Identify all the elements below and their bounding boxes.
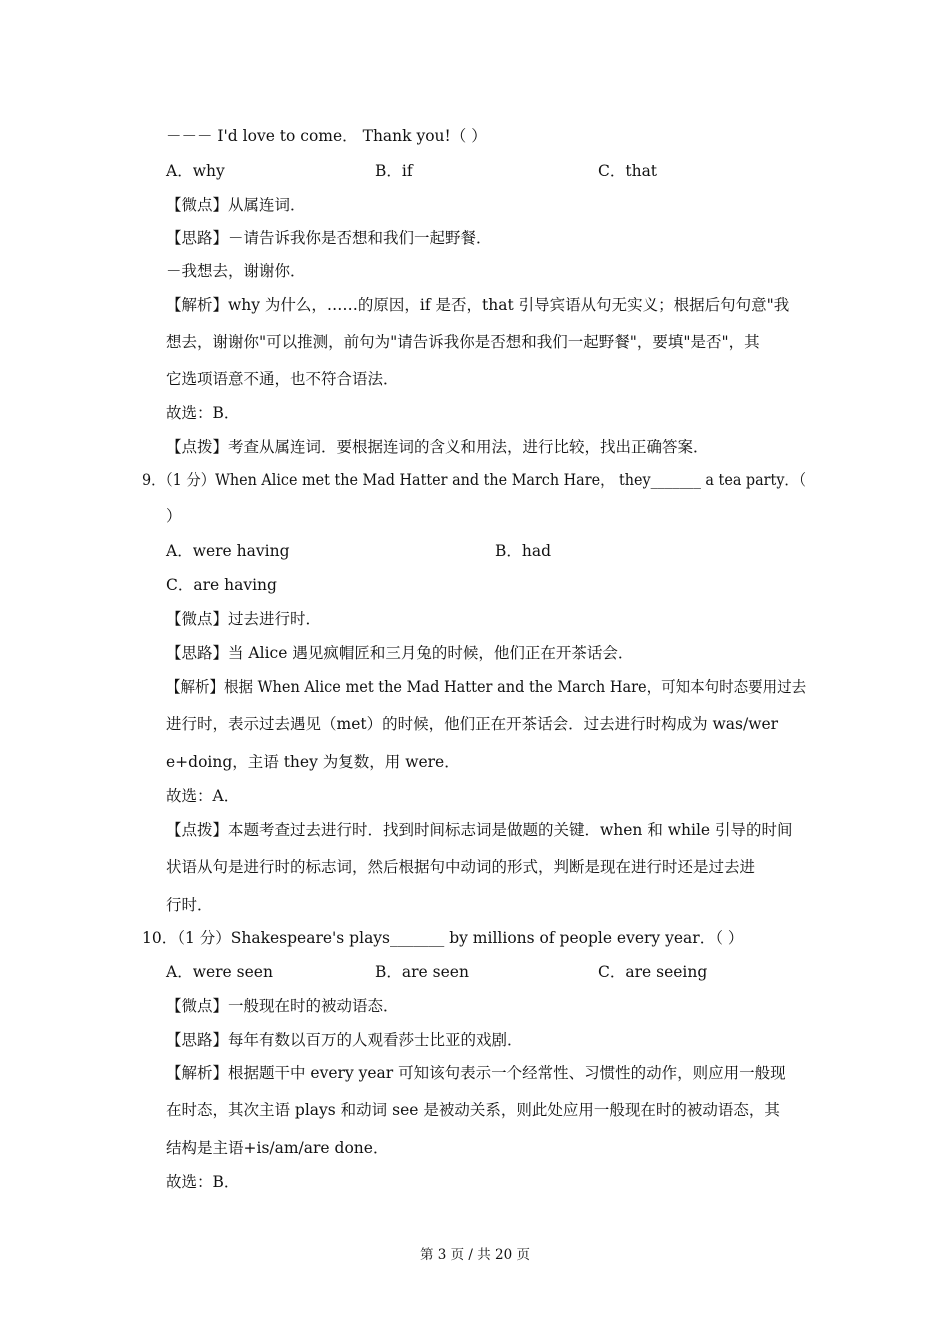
- q9-dianbo-line1: 【点拨】本题考查过去进行时．找到时间标志词是做题的关键．when 和 while 引导的时间: [166, 821, 793, 839]
- q9-option-b: B．had: [495, 542, 552, 560]
- q8-silu: 【思路】－请告诉我你是否想和我们一起野餐．: [166, 229, 492, 247]
- q9-dianbo-line2: 状语从句是进行时的标志词，然后根据句中动词的形式，判断是现在进行时还是过去进: [166, 858, 756, 876]
- q10-option-b: B．are seen: [375, 963, 469, 981]
- q10-jiexi-line3: 结构是主语+is/am/are done．: [166, 1139, 389, 1157]
- q8-option-c: C．that: [598, 162, 658, 180]
- q10-option-a: A．were seen: [166, 963, 273, 981]
- q8-dianbo: 【点拨】考查从属连词．要根据连词的含义和用法，进行比较，找出正确答案．: [166, 438, 709, 456]
- q9-dianbo-line3: 行时．: [166, 896, 213, 914]
- q10-option-c: C．are seeing: [598, 963, 708, 981]
- q8-weidian: 【微点】从属连词．: [166, 196, 306, 214]
- page-number-footer: 第 3 页 / 共 20 页: [419, 1247, 531, 1263]
- q10-weidian: 【微点】一般现在时的被动语态．: [166, 997, 399, 1015]
- q10-jiexi-line1: 【解析】根据题干中 every year 可知该句表示一个经常性、习惯性的动作，则应用一般现: [166, 1064, 786, 1082]
- q9-jiexi-line2: 进行时，表示过去遇见（met）的时候，他们正在开茶话会．过去进行时构成为 was/wer: [166, 715, 779, 733]
- q8-answer-line: －－－ I'd love to come． Thank you!（ ）: [166, 127, 487, 145]
- q9-stem-paren: ）: [166, 507, 182, 525]
- q8-answer: 故选：B．: [166, 404, 240, 422]
- q9-jiexi-line1: 【解析】根据 When Alice met the Mad Hatter and the March Hare，可知本句时态要用过去: [166, 678, 807, 696]
- q8-jiexi-line1: 【解析】why 为什么，……的原因，if 是否，that 引导宾语从句无实义；根据后句句意"我: [166, 296, 790, 314]
- q10-stem: 10．（1 分）Shakespeare's plays_______ by millions of people every year．（ ）: [142, 929, 744, 947]
- q8-option-a: A．why: [166, 162, 225, 180]
- q8-option-b: B．if: [375, 162, 413, 180]
- q9-answer: 故选：A．: [166, 787, 240, 805]
- q9-option-c: C．are having: [166, 576, 277, 594]
- q9-jiexi-line3: e+doing，主语 they 为复数，用 were．: [166, 753, 460, 771]
- q8-silu-line2: －我想去，谢谢你．: [166, 262, 306, 280]
- q10-answer: 故选：B．: [166, 1173, 240, 1191]
- q9-option-a: A．were having: [166, 542, 290, 560]
- q9-stem: 9．（1 分）When Alice met the Mad Hatter and the March Hare， they_______ a tea party．（: [142, 471, 806, 489]
- q8-jiexi-line2: 想去，谢谢你"可以推测，前句为"请告诉我你是否想和我们一起野餐"，要填"是否"，其: [166, 333, 760, 351]
- q9-silu: 【思路】当 Alice 遇见疯帽匠和三月兔的时候，他们正在开茶话会．: [166, 644, 634, 662]
- q9-weidian: 【微点】过去进行时．: [166, 610, 322, 628]
- q10-silu: 【思路】每年有数以百万的人观看莎士比亚的戏剧．: [166, 1031, 523, 1049]
- q10-jiexi-line2: 在时态，其次主语 plays 和动词 see 是被动关系，则此处应用一般现在时的被动语态，其: [166, 1101, 780, 1119]
- q8-jiexi-line3: 它选项语意不通，也不符合语法．: [166, 370, 399, 388]
